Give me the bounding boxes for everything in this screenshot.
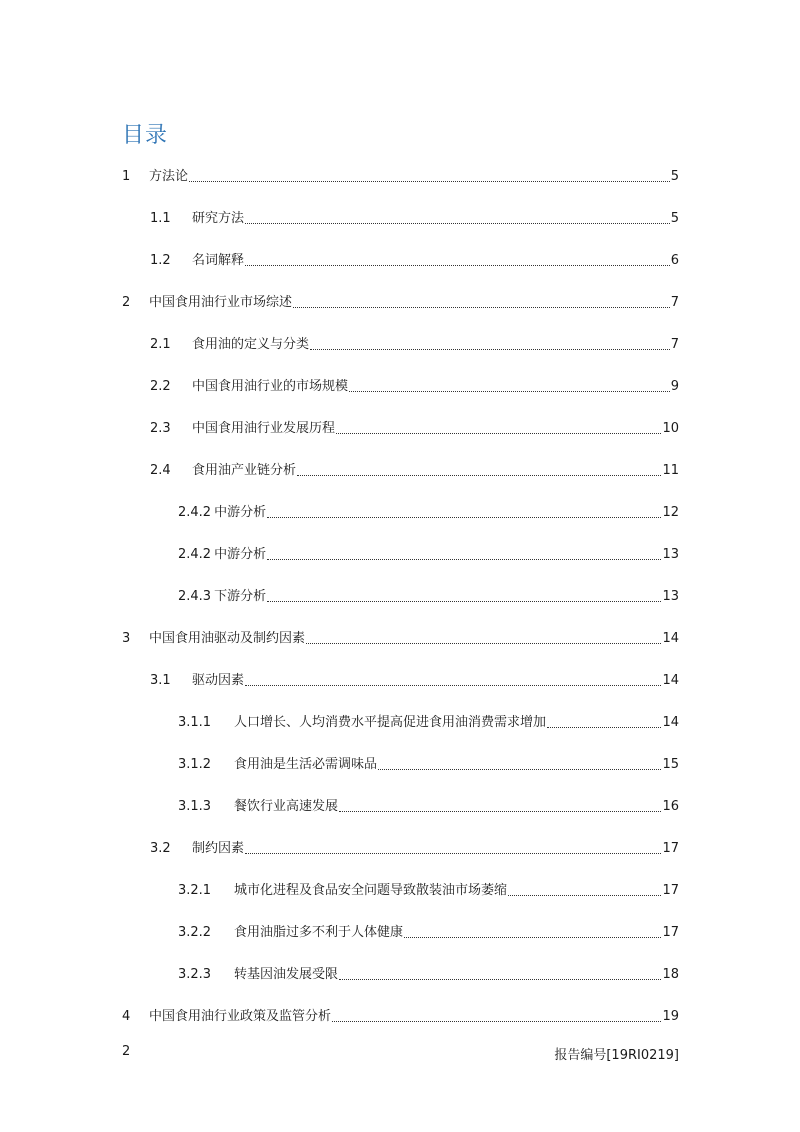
dot-leader bbox=[336, 432, 661, 434]
toc-entry-title: 下游分析 bbox=[214, 589, 267, 604]
dot-leader bbox=[245, 684, 661, 686]
toc-entry-title: 食用油脂过多不利于人体健康 bbox=[234, 925, 404, 940]
toc-entry[interactable] bbox=[150, 671, 679, 691]
dot-leader bbox=[267, 516, 661, 518]
dot-leader bbox=[245, 222, 670, 224]
toc-entry-page: 5 bbox=[670, 169, 679, 184]
toc-entry-number: 2.1 bbox=[150, 337, 171, 352]
toc-entry-number: 1 bbox=[122, 169, 131, 184]
dot-leader bbox=[332, 1020, 661, 1022]
toc-entry-page: 6 bbox=[670, 253, 679, 268]
toc-entry-page: 18 bbox=[662, 967, 679, 982]
toc-entry-number: 2 bbox=[122, 295, 131, 310]
toc-entry-title: 食用油产业链分析 bbox=[192, 463, 297, 478]
toc-entry-title: 中国食用油驱动及制约因素 bbox=[149, 631, 306, 646]
toc-entry[interactable] bbox=[122, 167, 679, 187]
toc-entry[interactable] bbox=[150, 377, 679, 397]
toc-entry-title: 转基因油发展受限 bbox=[234, 967, 339, 982]
dot-leader bbox=[349, 390, 670, 392]
toc-entry-title: 人口增长、人均消费水平提高促进食用油消费需求增加 bbox=[234, 715, 547, 730]
toc-entry-number: 1.2 bbox=[150, 253, 171, 268]
toc-entry-page: 15 bbox=[662, 757, 679, 772]
toc-entry[interactable] bbox=[150, 461, 679, 481]
dot-leader bbox=[306, 642, 661, 644]
toc-entry[interactable] bbox=[150, 335, 679, 355]
toc-entry-number: 4 bbox=[122, 1009, 131, 1024]
toc-entry-number: 3.2 bbox=[150, 841, 171, 856]
toc-entry-number: 2.2 bbox=[150, 379, 171, 394]
toc-entry-title: 食用油是生活必需调味品 bbox=[234, 757, 378, 772]
toc-entry-title: 中国食用油行业政策及监管分析 bbox=[149, 1009, 332, 1024]
dot-leader bbox=[189, 180, 670, 182]
toc-entry-number: 3.2.3 bbox=[178, 967, 212, 982]
toc-entry[interactable] bbox=[178, 881, 679, 901]
toc-entry[interactable] bbox=[150, 251, 679, 271]
toc-entry-title: 餐饮行业高速发展 bbox=[234, 799, 339, 814]
dot-leader bbox=[310, 348, 670, 350]
toc-entry[interactable] bbox=[178, 545, 679, 565]
toc-entry-number: 3.2.2 bbox=[178, 925, 212, 940]
dot-leader bbox=[339, 810, 661, 812]
toc-entry-page: 17 bbox=[662, 841, 679, 856]
dot-leader bbox=[267, 600, 661, 602]
toc-entry[interactable] bbox=[150, 419, 679, 439]
toc-entry[interactable] bbox=[150, 209, 679, 229]
toc-entry-title: 食用油的定义与分类 bbox=[192, 337, 310, 352]
toc-entry-title: 驱动因素 bbox=[192, 673, 245, 688]
toc-entry[interactable] bbox=[122, 293, 679, 313]
toc-entry-number: 3.1.2 bbox=[178, 757, 212, 772]
toc-entry-page: 9 bbox=[670, 379, 679, 394]
toc-entry-number: 2.3 bbox=[150, 421, 171, 436]
toc-entry-title: 名词解释 bbox=[192, 253, 245, 268]
dot-leader bbox=[404, 936, 661, 938]
toc-entry-page: 12 bbox=[662, 505, 679, 520]
toc-entry-title: 中国食用油行业发展历程 bbox=[192, 421, 336, 436]
dot-leader bbox=[293, 306, 670, 308]
toc-entry-page: 7 bbox=[670, 337, 679, 352]
toc-entry-page: 14 bbox=[662, 673, 679, 688]
footer-report-id: 报告编号[19RI0219] bbox=[554, 1048, 679, 1063]
dot-leader bbox=[339, 978, 661, 980]
toc-entry[interactable] bbox=[122, 629, 679, 649]
toc-entry-title: 方法论 bbox=[149, 169, 189, 184]
toc-entry[interactable] bbox=[122, 1007, 679, 1027]
toc-entry-title: 研究方法 bbox=[192, 211, 245, 226]
toc-entry-number: 3 bbox=[122, 631, 131, 646]
toc-entry[interactable] bbox=[178, 587, 679, 607]
toc-entry-page: 13 bbox=[662, 589, 679, 604]
toc-entry-number: 3.1 bbox=[150, 673, 171, 688]
dot-leader bbox=[245, 264, 670, 266]
toc-entry-page: 13 bbox=[662, 547, 679, 562]
toc-entry[interactable] bbox=[178, 755, 679, 775]
toc-entry-page: 17 bbox=[662, 925, 679, 940]
dot-leader bbox=[267, 558, 661, 560]
toc-entry-number: 2.4 bbox=[150, 463, 171, 478]
toc-entry[interactable] bbox=[178, 503, 679, 523]
toc-entry-title: 中国食用油行业市场综述 bbox=[149, 295, 293, 310]
toc-entry-page: 19 bbox=[662, 1009, 679, 1024]
toc-entry-page: 14 bbox=[662, 715, 679, 730]
toc-entry-number: 2.4.2 bbox=[178, 505, 212, 520]
toc-entry-number: 1.1 bbox=[150, 211, 171, 226]
toc-entry[interactable] bbox=[178, 713, 679, 733]
toc-entry-number: 3.1.3 bbox=[178, 799, 212, 814]
toc-title: 目录 bbox=[122, 123, 169, 148]
toc-entry-title: 中游分析 bbox=[214, 547, 267, 562]
toc-entry[interactable] bbox=[178, 797, 679, 817]
toc-entry-title: 制约因素 bbox=[192, 841, 245, 856]
toc-entry[interactable] bbox=[150, 839, 679, 859]
toc-entry-number: 2.4.3 bbox=[178, 589, 212, 604]
dot-leader bbox=[378, 768, 661, 770]
dot-leader bbox=[547, 726, 661, 728]
toc-entry-title: 城市化进程及食品安全问题导致散装油市场萎缩 bbox=[234, 883, 508, 898]
toc-entry-page: 14 bbox=[662, 631, 679, 646]
toc-entry-page: 16 bbox=[662, 799, 679, 814]
toc-entry-number: 2.4.2 bbox=[178, 547, 212, 562]
toc-entry[interactable] bbox=[178, 965, 679, 985]
dot-leader bbox=[245, 852, 661, 854]
toc-entry-number: 3.1.1 bbox=[178, 715, 212, 730]
toc-entry-page: 10 bbox=[662, 421, 679, 436]
toc-entry-number: 3.2.1 bbox=[178, 883, 212, 898]
dot-leader bbox=[508, 894, 661, 896]
toc-entry-page: 5 bbox=[670, 211, 679, 226]
toc-entry-page: 11 bbox=[662, 463, 679, 478]
toc-entry-title: 中国食用油行业的市场规模 bbox=[192, 379, 349, 394]
dot-leader bbox=[297, 474, 661, 476]
toc-entry-title: 中游分析 bbox=[214, 505, 267, 520]
toc-entry-page: 7 bbox=[670, 295, 679, 310]
toc-entry[interactable] bbox=[178, 923, 679, 943]
footer-page-number: 2 bbox=[122, 1044, 131, 1059]
toc-entry-page: 17 bbox=[662, 883, 679, 898]
